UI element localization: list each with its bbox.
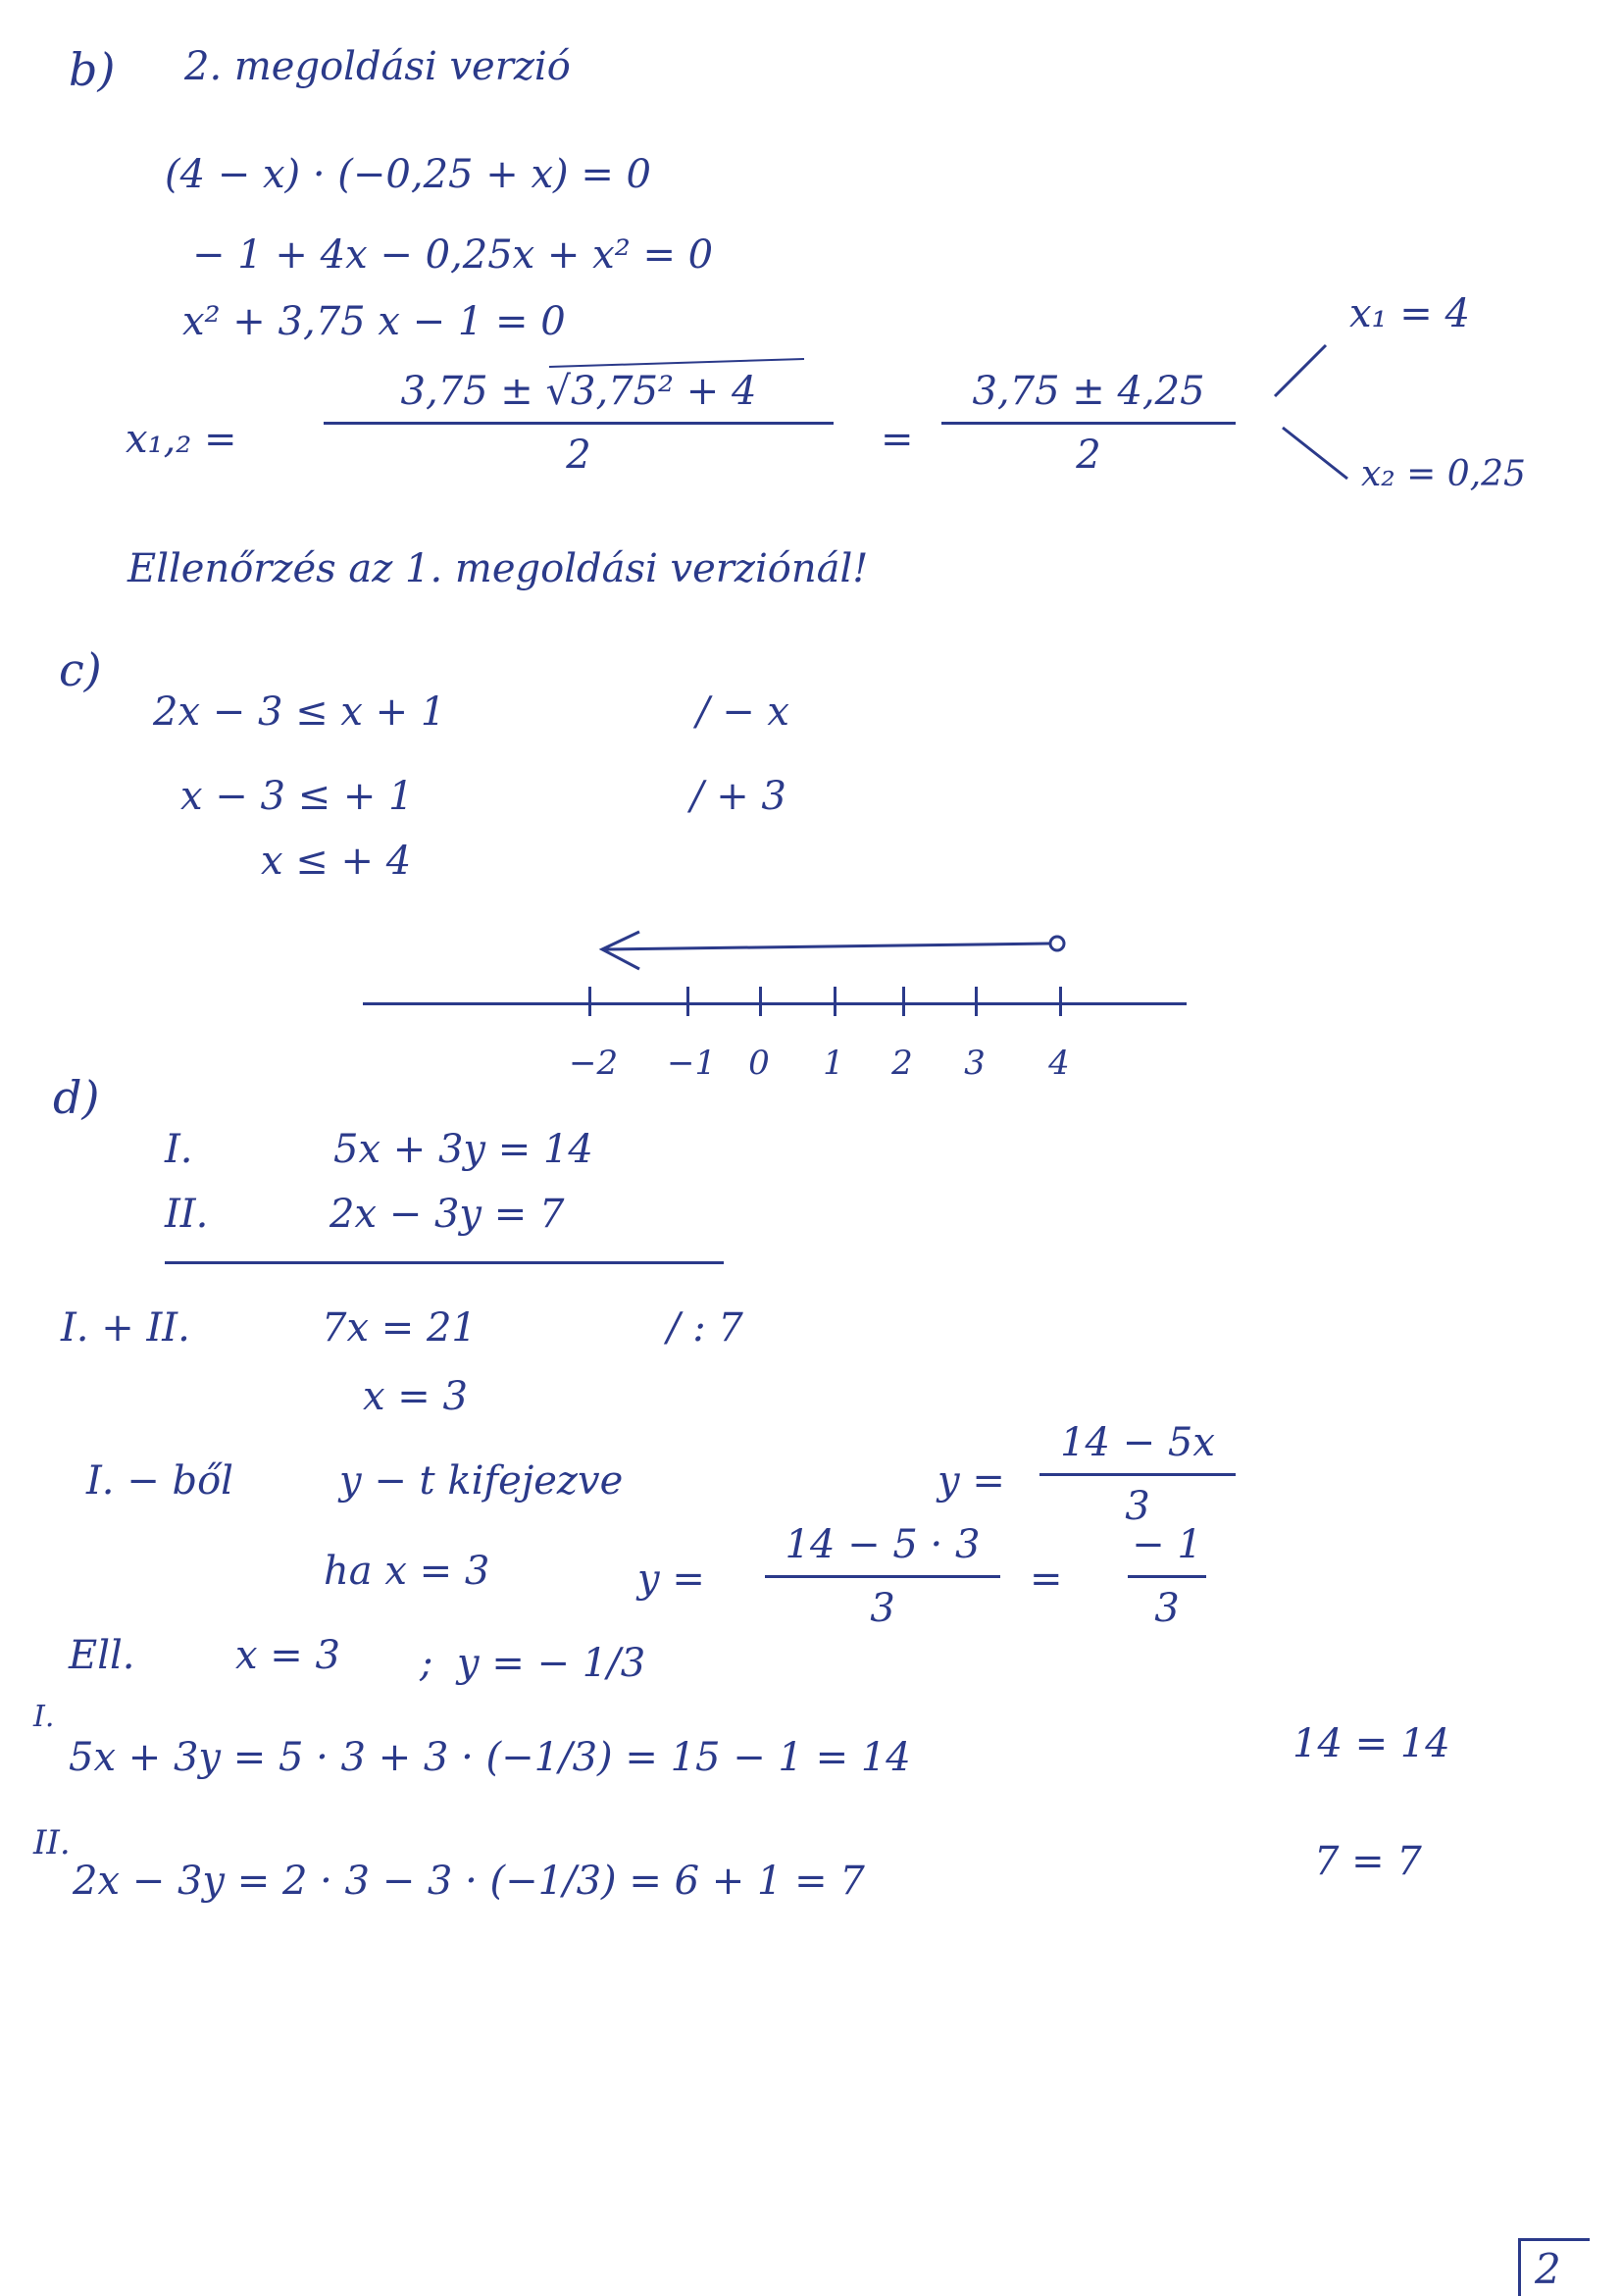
check-2-result: 7 = 7 — [1314, 1839, 1422, 1884]
equals-sign: = — [881, 417, 914, 462]
branch-line-up — [1275, 345, 1326, 396]
y-equals-label: y = — [938, 1458, 1005, 1504]
number-line-tick-label: 3 — [964, 1044, 986, 1083]
solution-ray — [604, 944, 1049, 949]
fraction-numerator: 14 − 5 · 3 — [785, 1522, 981, 1567]
inequality-1: 2x − 3 ≤ x + 1 — [153, 689, 446, 735]
sum-equation: 7x = 21 — [322, 1305, 477, 1351]
x-result: x = 3 — [363, 1374, 468, 1419]
inequality-2: x − 3 ≤ + 1 — [180, 774, 414, 819]
inequality-op-2: / + 3 — [690, 774, 786, 819]
equation-ii: 2x − 3y = 7 — [329, 1192, 565, 1237]
number-line-tick-label: 4 — [1048, 1044, 1070, 1083]
sum-label: I. + II. — [61, 1305, 190, 1351]
part-b-eq2: − 1 + 4x − 0,25x + x² = 0 — [192, 232, 714, 278]
equation-ii-label: II. — [165, 1192, 209, 1237]
fraction-denominator: 2 — [566, 433, 591, 478]
inequality-3: x ≤ + 4 — [261, 839, 412, 884]
number-line-tick-label: 1 — [823, 1044, 844, 1083]
express-label: I. − ből — [86, 1458, 233, 1504]
check-x: x = 3 — [235, 1633, 340, 1678]
equation-i-label: I. — [165, 1127, 193, 1172]
sum-operation: / : 7 — [667, 1305, 743, 1351]
check-note: Ellenőrzés az 1. megoldási verziónál! — [127, 546, 869, 591]
number-line-tick-label: 2 — [891, 1044, 913, 1083]
root-x1: x₁ = 4 — [1349, 291, 1470, 336]
number-line-tick-label: 0 — [748, 1044, 770, 1083]
if-text: ha x = 3 — [324, 1549, 490, 1594]
y-equals-label-2: y = — [637, 1556, 705, 1602]
sqrt-overline — [549, 359, 804, 367]
branch-line-down — [1283, 428, 1347, 479]
part-b-eq1: (4 − x) · (−0,25 + x) = 0 — [165, 152, 651, 197]
root-x2: x₂ = 0,25 — [1361, 454, 1526, 494]
part-b-heading: 2. megoldási verzió — [184, 44, 571, 89]
check-1-equation: 5x + 3y = 5 · 3 + 3 · (−1/3) = 15 − 1 = 14 — [69, 1735, 911, 1780]
check-2-label: II. — [33, 1823, 71, 1862]
express-text: y − t kifejezve — [339, 1458, 624, 1504]
fraction-numerator: 14 − 5x — [1060, 1420, 1215, 1465]
equals-sign-2: = — [1030, 1556, 1063, 1602]
part-b-label: b) — [69, 43, 116, 96]
part-d-label: d) — [53, 1071, 100, 1124]
part-c-label: c) — [59, 643, 102, 696]
number-line-tick-label: −2 — [569, 1044, 619, 1083]
check-2-equation: 2x − 3y = 2 · 3 − 3 · (−1/3) = 6 + 1 = 7 — [73, 1859, 865, 1904]
fraction-numerator: 3,75 ± √3,75² + 4 — [400, 369, 757, 414]
equation-i: 5x + 3y = 14 — [333, 1127, 593, 1172]
part-b-eq3: x² + 3,75 x − 1 = 0 — [182, 299, 566, 344]
closed-endpoint-icon — [1050, 937, 1064, 950]
inequality-op-1: / − x — [696, 689, 789, 735]
check-label: Ell. — [69, 1633, 135, 1678]
fraction-denominator: 2 — [1076, 433, 1101, 478]
check-1-result: 14 = 14 — [1293, 1721, 1450, 1766]
fraction-numerator: − 1 — [1132, 1522, 1202, 1567]
fraction-denominator: 3 — [1154, 1586, 1180, 1631]
number-line-tick-label: −1 — [667, 1044, 717, 1083]
fraction-denominator: 3 — [870, 1586, 895, 1631]
check-y: y = − 1/3 — [457, 1641, 646, 1686]
x12-label: x₁,₂ = — [126, 417, 237, 462]
check-1-label: I. — [33, 1700, 55, 1734]
check-separator: ; — [420, 1641, 433, 1686]
fraction-denominator: 3 — [1125, 1484, 1150, 1529]
page-number: 2 — [1535, 2245, 1561, 2293]
fraction-numerator: 3,75 ± 4,25 — [972, 369, 1205, 414]
